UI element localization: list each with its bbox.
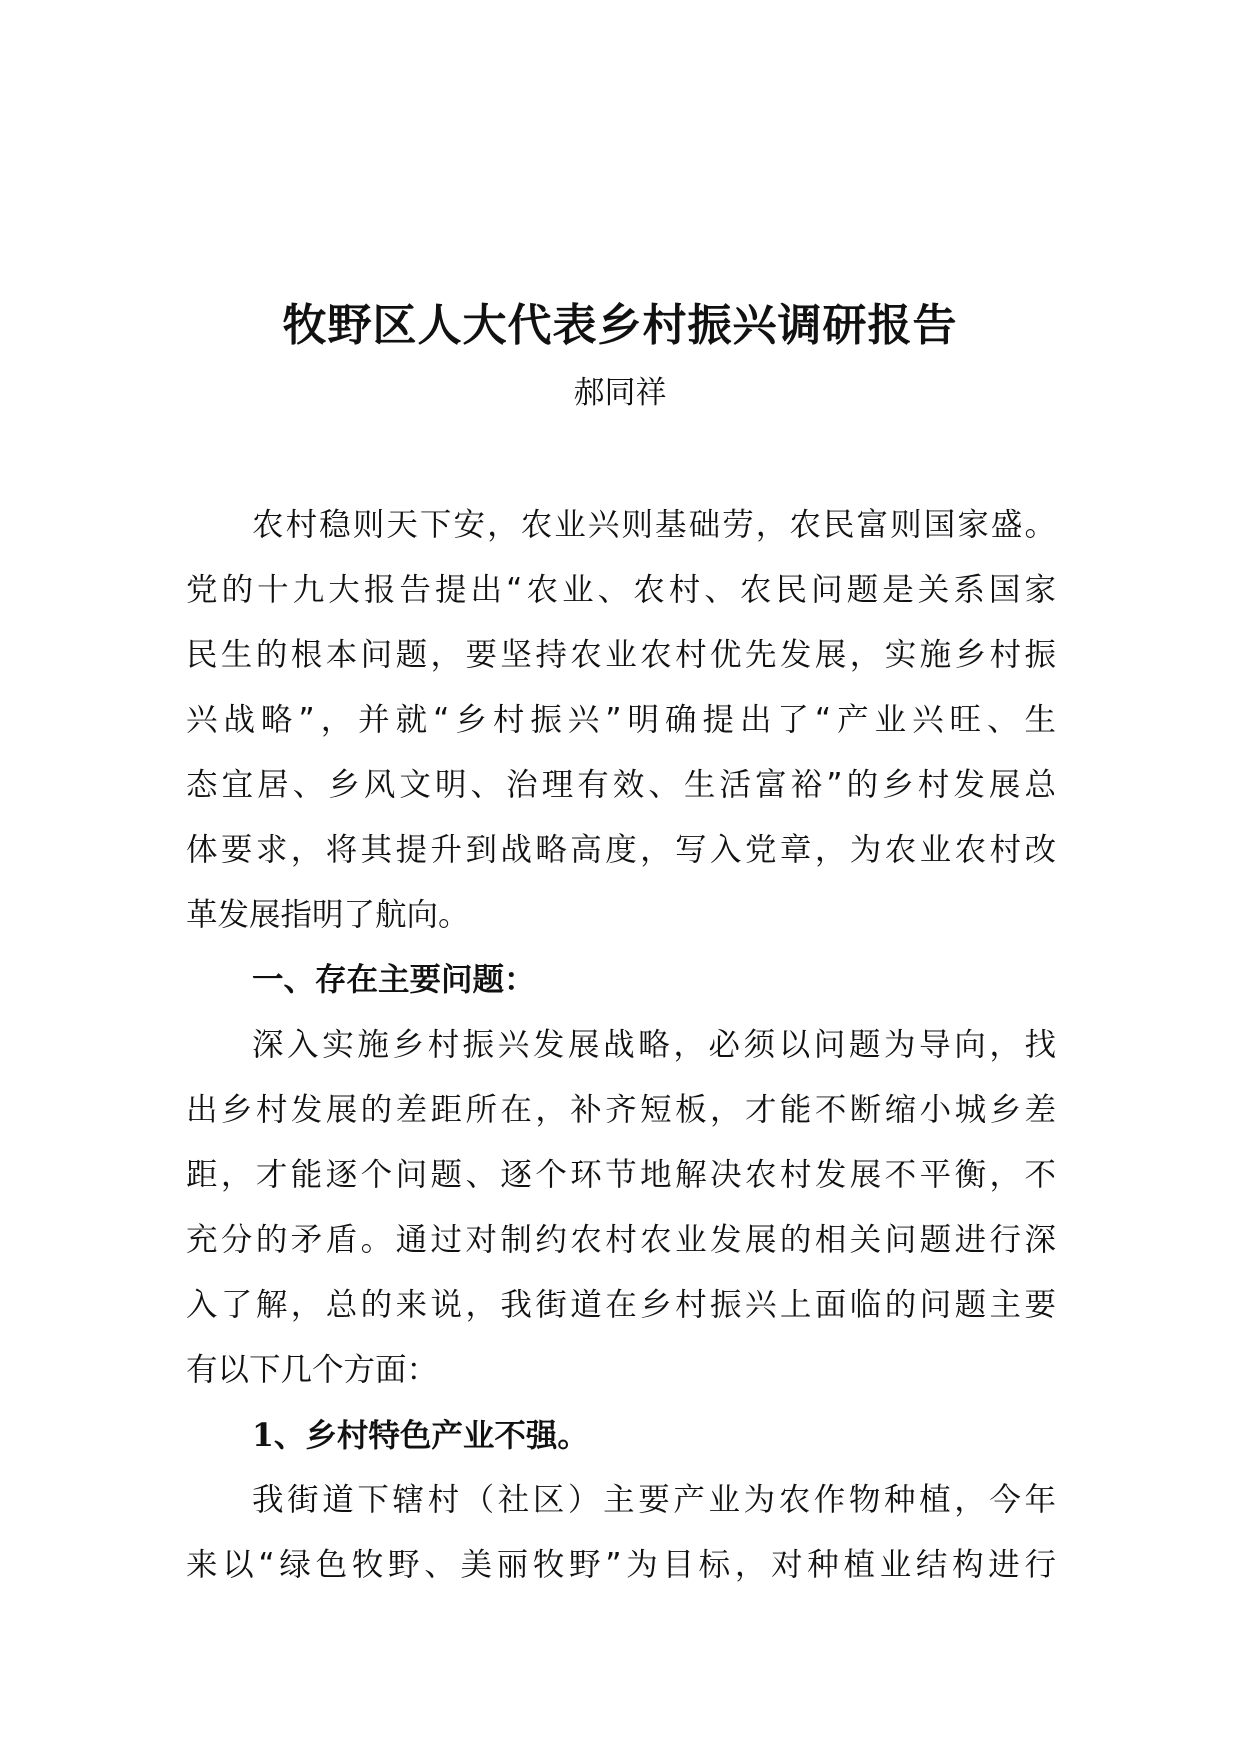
paragraph-line: 出乡村发展的差距所在，补齐短板，才能不断缩小城乡差 bbox=[186, 1092, 1056, 1128]
paragraph-line: 党的十九大报告提出“农业、农村、农民问题是关系国家 bbox=[186, 572, 1056, 608]
paragraph-line: 我街道下辖村（社区）主要产业为农作物种植，今年 bbox=[252, 1482, 1056, 1518]
document-body bbox=[186, 493, 1056, 1598]
paragraph-line: 农村稳则天下安，农业兴则基础劳，农民富则国家盛。 bbox=[252, 507, 1056, 543]
section-heading: 一、存在主要问题： bbox=[252, 962, 536, 998]
document-title: 牧野区人大代表乡村振兴调研报告 bbox=[282, 300, 958, 351]
paragraph-line: 深入实施乡村振兴发展战略，必须以问题为导向，找 bbox=[252, 1027, 1056, 1063]
paragraph-line: 体要求，将其提升到战略高度，写入党章，为农业农村改 bbox=[186, 832, 1056, 868]
paragraph-line: 民生的根本问题，要坚持农业农村优先发展，实施乡村振 bbox=[186, 637, 1056, 673]
paragraph-line: 充分的矛盾。通过对制约农村农业发展的相关问题进行深 bbox=[186, 1222, 1056, 1258]
paragraph-line: 入了解，总的来说，我街道在乡村振兴上面临的问题主要 bbox=[186, 1287, 1056, 1323]
paragraph-line: 有以下几个方面： bbox=[186, 1352, 439, 1388]
paragraph-line: 态宜居、乡风文明、治理有效、生活富裕”的乡村发展总 bbox=[186, 767, 1056, 803]
paragraph-line: 兴战略”，并就“乡村振兴”明确提出了“产业兴旺、生 bbox=[186, 702, 1056, 738]
paragraph-line: 距，才能逐个问题、逐个环节地解决农村发展不平衡，不 bbox=[186, 1157, 1056, 1193]
document-author: 郝同祥 bbox=[573, 375, 667, 411]
paragraph-line: 来以“绿色牧野、美丽牧野”为目标，对种植业结构进行 bbox=[186, 1547, 1056, 1583]
paragraph-line: 革发展指明了航向。 bbox=[186, 897, 470, 933]
subsection-heading: 1、乡村特色产业不强。 bbox=[252, 1417, 589, 1454]
